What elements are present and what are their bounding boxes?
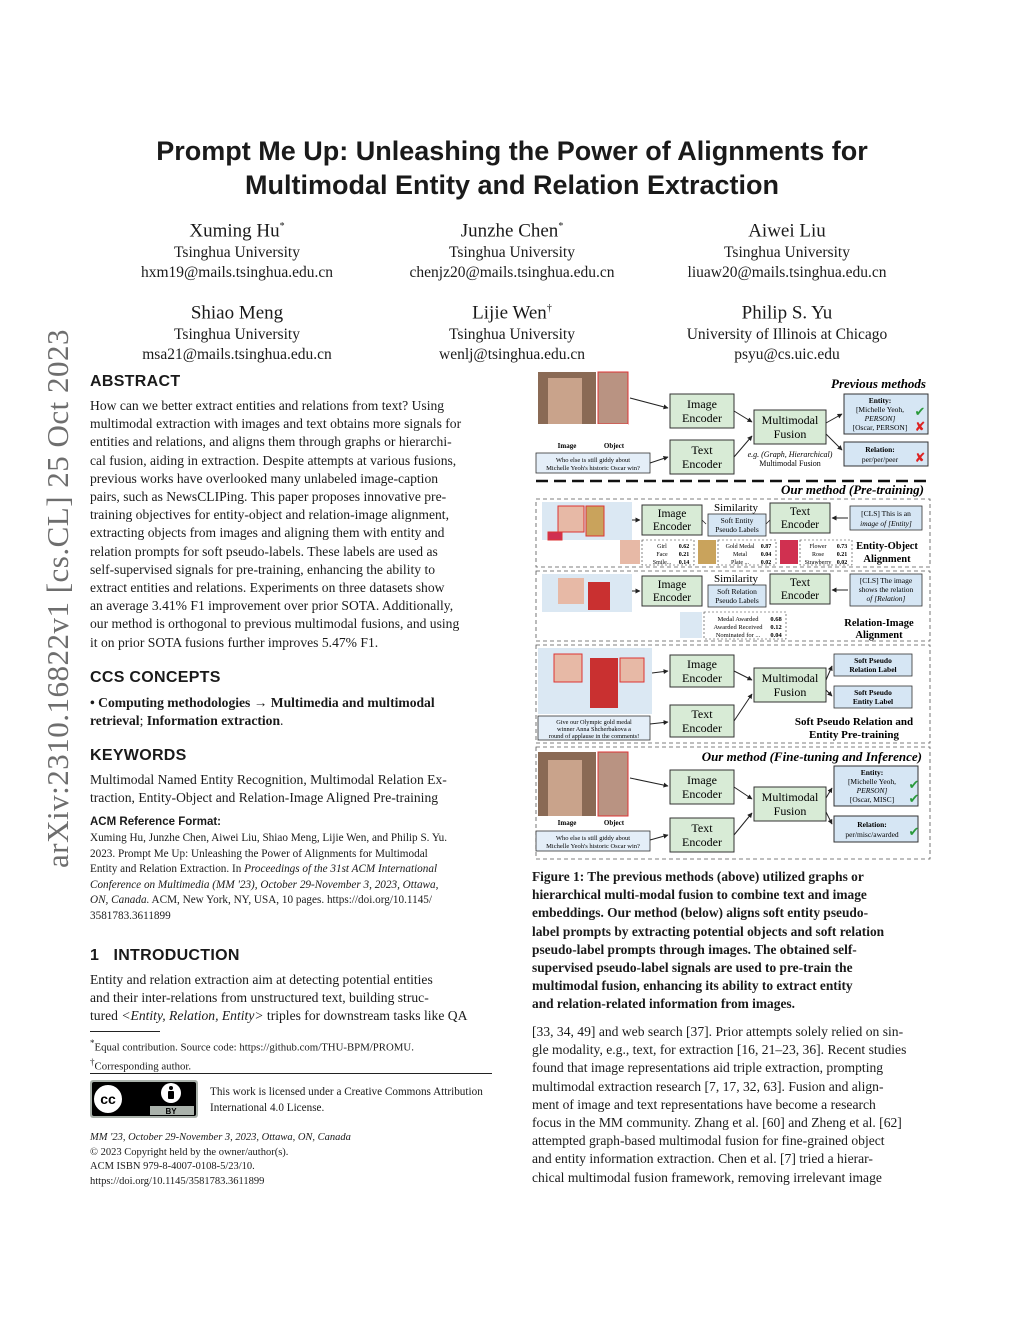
author-block xyxy=(97,297,377,365)
object-name: Strawberry xyxy=(804,560,832,566)
by-text: BY xyxy=(165,1107,177,1116)
license-divider xyxy=(90,1073,492,1074)
image-encoder-text: Encoder xyxy=(652,521,692,533)
pretraining-label: Our method (Pre-training) xyxy=(780,482,924,497)
footnote-equal: *Equal contribution. Source code: https://github.com/THU-BPM/PROMU. xyxy=(90,1038,414,1054)
photo-face xyxy=(554,654,582,682)
keywords-heading: KEYWORDS xyxy=(90,747,187,764)
author-block xyxy=(647,297,927,365)
license-line: International 4.0 License. xyxy=(210,1101,325,1114)
arrow xyxy=(826,414,842,423)
ccs-heading: CCS CONCEPTS xyxy=(90,669,221,686)
check-icon: ✔ xyxy=(908,791,920,806)
intro-triple: <Entity, Relation, Entity> xyxy=(121,1008,264,1024)
author-email: liuaw20@mails.tsinghua.edu.cn xyxy=(687,264,887,282)
body-line: multimodal extraction research [7, 17, 32, 63]. Fusion and align- xyxy=(532,1078,884,1094)
author-email: hxm19@mails.tsinghua.edu.cn xyxy=(140,264,334,282)
caption-line: Figure 1: The previous methods (above) utilized graphs or xyxy=(532,869,864,884)
author-affiliation: Tsinghua University xyxy=(449,326,575,344)
soft-entity-text: Pseudo Labels xyxy=(715,525,759,534)
abstract-line: relation prompts for soft pseudo-labels. These labels are used as xyxy=(90,543,438,559)
abstract-line: our method is orthogonal to previous multimodal fusions, and using xyxy=(90,616,460,632)
author-name: Lijie Wen xyxy=(472,302,547,324)
image-encoder-text: Image xyxy=(687,773,717,787)
arrow xyxy=(650,722,668,724)
cls-entity-text: [CLS] This is an xyxy=(861,509,911,518)
body-line: gle modality, e.g., text, for extraction [16, 21–23, 36]. Recent studies xyxy=(532,1042,907,1058)
text-encoder-text: Text xyxy=(691,707,713,721)
soft-pseudo-text: Soft Pseudo xyxy=(854,688,892,697)
acm-ref-line: Xuming Hu, Junzhe Chen, Aiwei Liu, Shiao Meng, Lijie Wen, and Philip S. Yu. xyxy=(90,832,448,844)
keywords-line-2: traction, Entity-Object and Relation-Image Aligned Pre-training xyxy=(90,790,439,806)
venue-line: MM '23, October 29-November 3, 2023, Ottawa, ON, Canada xyxy=(90,1132,351,1143)
entity-line: PERSON] xyxy=(856,786,888,795)
venue-info xyxy=(90,1131,494,1189)
ccs-end: . xyxy=(280,713,284,729)
ccs-line-2 xyxy=(90,712,492,730)
object-score: 0.21 xyxy=(678,552,690,558)
author-affiliation: Tsinghua University xyxy=(174,326,300,344)
author-name: Xuming Hu xyxy=(189,220,280,242)
caption-line: winner Anna Shcherbakova a xyxy=(557,726,631,733)
object-score: 0.02 xyxy=(760,560,772,566)
title-line-1: Prompt Me Up: Unleashing the Power of Alignments for xyxy=(156,136,868,166)
relation-score: 0.04 xyxy=(770,632,782,639)
soft-pseudo-text: Soft Pseudo xyxy=(854,656,892,665)
object-crop xyxy=(780,540,798,564)
object-name: Plate ... xyxy=(731,560,749,566)
object-crop xyxy=(698,540,716,564)
figure-caption xyxy=(532,868,936,1014)
acm-ref-line: 3581783.3611899 xyxy=(90,909,171,922)
cc-by-logo xyxy=(90,1080,198,1118)
ri-alignment-label: Alignment xyxy=(855,630,903,641)
photo-body xyxy=(588,582,610,610)
photo-face xyxy=(558,506,584,532)
object-score: 0.21 xyxy=(836,552,848,558)
intro-heading xyxy=(90,947,240,965)
right-body xyxy=(532,1023,936,1187)
check-icon: ✔ xyxy=(914,404,926,419)
connector xyxy=(702,520,706,524)
caption-line: Give our Olympic gold medal xyxy=(556,719,632,726)
caption-line: Who else is still giddy about xyxy=(555,835,631,842)
footnote-divider xyxy=(90,1031,160,1032)
relation-line: per/misc/awarded xyxy=(845,830,899,839)
object-score: 0.73 xyxy=(836,544,848,550)
person-head-icon xyxy=(169,1086,173,1090)
figure-diagram xyxy=(534,368,934,864)
footnote-corresponding-text: Corresponding author. xyxy=(94,1060,192,1073)
paper-title xyxy=(100,134,924,202)
author-mark: * xyxy=(558,221,564,232)
caption-line: pseudo-label prompts through images. The obtained self- xyxy=(532,941,857,957)
fusion-text: Multimodal xyxy=(761,790,819,804)
relation-title: Relation: xyxy=(857,820,887,829)
arrow xyxy=(650,457,668,463)
photo-figure xyxy=(548,760,582,816)
fusion-text: Fusion xyxy=(773,804,807,818)
venue-line: © 2023 Copyright held by the owner/author(s). xyxy=(90,1146,289,1158)
abstract-line: self-supervised signals for pre-training, enhancing the ability to xyxy=(90,561,436,577)
body-line: and entity information extraction. Chen et al. [7] tried a hierar- xyxy=(532,1151,873,1167)
cross-icon: ✘ xyxy=(914,419,926,434)
connector xyxy=(766,520,770,524)
arrow xyxy=(650,835,668,840)
acm-ref-line xyxy=(90,893,494,909)
cls-relation-text: [CLS] The image xyxy=(859,576,913,585)
arrow xyxy=(734,787,752,799)
relation-title: Relation: xyxy=(865,445,895,454)
relation-score: 0.68 xyxy=(770,616,782,623)
footnote-corresponding: †Corresponding author. xyxy=(90,1056,192,1073)
intro-text: triples for downstream tasks like QA xyxy=(263,1008,468,1024)
person-body-icon xyxy=(168,1091,174,1099)
object-label: Object xyxy=(603,442,625,450)
relation-name: Nominated for ... xyxy=(715,632,761,639)
check-icon: ✔ xyxy=(908,824,920,839)
author-email: wenlj@tsinghua.edu.cn xyxy=(439,346,585,364)
caption-line: embeddings. Our method (below) aligns soft entity pseudo- xyxy=(532,905,869,921)
text-encoder-text: Text xyxy=(691,821,713,835)
photo-medal xyxy=(586,506,604,536)
image-encoder-text: Encoder xyxy=(682,787,722,801)
image-encoder-text: Image xyxy=(687,397,717,411)
object-name: Rose xyxy=(812,552,824,558)
acm-ref-heading: ACM Reference Format: xyxy=(90,816,221,828)
entity-line: [Michelle Yeoh, xyxy=(855,405,905,414)
photo-object xyxy=(598,372,628,424)
object-label: Object xyxy=(603,819,625,827)
arrow xyxy=(826,788,832,798)
author-email: psyu@cs.uic.edu xyxy=(734,346,840,364)
image-encoder-text: Image xyxy=(657,508,687,520)
fusion-example: Multimodal Fusion xyxy=(759,459,821,468)
arrow xyxy=(734,411,752,422)
intro-body xyxy=(90,971,492,1026)
venue-line: https://doi.org/10.1145/3581783.3611899 xyxy=(90,1175,265,1187)
intro-line: Entity and relation extraction aim at detecting potential entities xyxy=(90,972,433,987)
previous-methods-label: Previous methods xyxy=(831,376,926,391)
keywords-body xyxy=(90,771,492,807)
section-title: INTRODUCTION xyxy=(113,947,240,964)
text-encoder-text: Encoder xyxy=(682,835,722,849)
soft-pseudo-text: Entity Label xyxy=(852,697,894,706)
abstract-heading: ABSTRACT xyxy=(90,373,181,390)
entity-line: PERSON] xyxy=(864,414,896,423)
fusion-text: Fusion xyxy=(773,427,807,441)
similarity-label: Similarity xyxy=(714,573,758,585)
photo-body xyxy=(590,658,618,708)
caption-line: multimodal fusion, enhancing its ability to extract entity xyxy=(532,978,853,994)
arrow xyxy=(630,778,668,786)
author-mark: * xyxy=(279,221,285,232)
ccs-retrieval: retrieval xyxy=(90,713,140,729)
image-encoder-text: Encoder xyxy=(682,671,722,685)
footnotes xyxy=(90,1036,494,1073)
text-encoder-text: Text xyxy=(691,443,713,457)
figure-1 xyxy=(534,368,934,864)
arrow xyxy=(826,434,842,450)
cc-by-badge[interactable] xyxy=(90,1080,198,1118)
caption-line: and relation-related information from images. xyxy=(532,996,795,1012)
soft-relation-text: Pseudo Labels xyxy=(715,596,759,605)
acm-ref-line: Conference on Multimedia (MM '23), October 29-November 3, 2023, Ottawa, xyxy=(90,878,439,891)
relation-name: Medal Awarded xyxy=(717,616,759,623)
object-score: 0.14 xyxy=(678,560,690,566)
object-name: Smile... xyxy=(652,560,672,566)
object-score: 0.04 xyxy=(760,552,772,558)
body-line: focus in the MM community. Zhang et al. [60] and Zheng et al. [62] xyxy=(532,1115,902,1131)
cls-relation-text: of [Relation] xyxy=(866,594,906,603)
relation-name: Awarded Received xyxy=(713,624,763,631)
cls-relation-text: shows the relation xyxy=(858,585,914,594)
ccs-body xyxy=(90,694,492,730)
photo-label-strip xyxy=(538,424,628,436)
body-line: ment of image and text representations have become a research xyxy=(532,1096,876,1112)
abstract-line: previous works have overlooked many unlabeled image-caption xyxy=(90,470,439,486)
image-label: Image xyxy=(557,819,577,827)
abstract-line: multimodal extraction with images and text obtains more signals for xyxy=(90,416,462,432)
caption-line: Who else is still giddy about xyxy=(555,457,631,464)
body-line: found that image representations aid triple extraction, prompting xyxy=(532,1060,884,1076)
object-name: Metal xyxy=(733,552,747,558)
acm-ref-line xyxy=(90,862,494,878)
arrow xyxy=(826,812,832,824)
section-number: 1 xyxy=(90,947,100,964)
author-name: Aiwei Liu xyxy=(748,220,826,242)
image-encoder-text: Encoder xyxy=(652,592,692,604)
arrow xyxy=(734,813,752,835)
author-block xyxy=(647,215,927,283)
arrow xyxy=(652,671,668,673)
abstract-line: entities and relations, and aligns them through graphs or hierarchi- xyxy=(90,434,452,450)
photo-image xyxy=(542,574,632,612)
cross-icon: ✘ xyxy=(914,450,926,465)
relation-line: per/per/peer xyxy=(861,455,899,464)
entity-title: Entity: xyxy=(860,768,884,777)
acm-ref-text: Entity and Relation Extraction. In xyxy=(90,863,245,875)
acm-ref-location: ON, Canada. xyxy=(90,894,150,906)
object-score: 0.62 xyxy=(678,544,690,550)
photo-face xyxy=(620,658,644,682)
soft-pseudo-text: Relation Label xyxy=(849,665,897,674)
author-block xyxy=(97,215,377,283)
license-text xyxy=(210,1085,500,1116)
title-line-2: Multimodal Entity and Relation Extraction xyxy=(244,170,780,200)
author-name: Philip S. Yu xyxy=(741,302,833,324)
arrow xyxy=(734,671,752,680)
acm-ref-proceedings: Proceedings of the 31st ACM International xyxy=(244,863,438,875)
license-line: This work is licensed under a Creative Commons Attribution xyxy=(210,1086,483,1098)
acm-ref-publisher: ACM, New York, NY, USA, 10 pages. https://doi.org/10.1145/ xyxy=(149,894,432,906)
fusion-text: Multimodal xyxy=(761,413,819,427)
author-email: msa21@mails.tsinghua.edu.cn xyxy=(142,346,332,364)
image-label: Image xyxy=(557,442,577,450)
image-encoder-text: Encoder xyxy=(682,411,722,425)
panel-finetuning xyxy=(536,747,930,859)
abstract-line: an average 3.41% F1 improvement over prior SOTA. Additionally, xyxy=(90,598,454,614)
cls-entity-text: image of [Entity] xyxy=(860,519,912,528)
arrow xyxy=(734,694,752,721)
author-name: Junzhe Chen xyxy=(460,220,559,242)
abstract-line: pairs, such as NewsCLIPing. This paper proposes innovative pre- xyxy=(90,489,447,505)
keywords-line-1: Multimodal Named Entity Recognition, Multimodal Relation Ex- xyxy=(90,772,447,787)
fusion-text: Multimodal xyxy=(761,671,819,685)
finetuning-label: Our method (Fine-tuning and Inference) xyxy=(701,749,922,764)
ccs-sep: ; xyxy=(139,713,147,729)
photo-object xyxy=(598,752,628,816)
abstract-line: extract entities and relations. Experiments on three datasets show xyxy=(90,580,445,596)
object-name: Gold Medal xyxy=(725,544,755,550)
author-block xyxy=(372,297,652,365)
intro-line xyxy=(90,1007,492,1025)
caption-line: round of applause in the comments! xyxy=(548,733,640,740)
caption-line: Michelle Yeoh's historic Oscar win? xyxy=(546,465,640,472)
abstract-body xyxy=(90,397,492,652)
object-crop xyxy=(620,540,640,564)
entity-line: [Oscar, PERSON] xyxy=(852,423,908,432)
panel-previous-methods xyxy=(536,372,928,474)
author-affiliation: University of Illinois at Chicago xyxy=(686,326,888,344)
relation-crop xyxy=(680,612,702,638)
caption-line: supervised pseudo-label signals are used to pre-train the xyxy=(532,960,853,976)
panel-pseudo-pretraining xyxy=(536,645,930,743)
photo-face xyxy=(558,578,584,604)
intro-line: and their inter-relations from unstructured text, building struc- xyxy=(90,990,429,1006)
body-line: [33, 34, 49] and web search [37]. Prior attempts solely relied on sin- xyxy=(532,1024,904,1039)
abstract-line: cal fusion, aiding in extraction. Despite attempts at various fusions, xyxy=(90,452,457,468)
panel-relation-image xyxy=(536,571,930,641)
caption-line: Michelle Yeoh's historic Oscar win? xyxy=(546,843,640,850)
intro-text: tured xyxy=(90,1008,122,1024)
panel-entity-object xyxy=(536,499,930,567)
abstract-line: training objectives for entity-object and relation-image alignment, xyxy=(90,507,449,523)
check-icon: ✔ xyxy=(908,777,920,792)
body-line: attempted graph-based multimodal fusion for fine-grained object xyxy=(532,1133,885,1149)
text-encoder-text: Encoder xyxy=(780,590,820,602)
caption-line: label prompts by extracting potential objects and soft relation xyxy=(532,923,885,939)
author-affiliation: Tsinghua University xyxy=(724,244,850,262)
arrow xyxy=(826,690,832,696)
ccs-extraction: Information extraction xyxy=(146,713,281,729)
fusion-example: e.g. (Graph, Hierarchical) xyxy=(747,450,833,459)
entity-title: Entity: xyxy=(868,396,892,405)
footnote-equal-text: Equal contribution. Source code: https://github.com/THU-BPM/PROMU. xyxy=(94,1041,414,1054)
photo-figure xyxy=(548,378,582,424)
abstract-line: How can we better extract entities and relations from text? Using xyxy=(90,398,445,413)
relation-score: 0.12 xyxy=(770,624,782,631)
soft-entity-text: Soft Entity xyxy=(720,516,754,525)
eo-alignment-label: Alignment xyxy=(863,554,911,565)
photo-flower xyxy=(548,532,562,540)
object-score: 0.87 xyxy=(760,544,772,550)
acm-ref-body xyxy=(90,831,494,924)
ri-alignment-label: Relation-Image xyxy=(844,618,914,629)
arxiv-sidebar: arXiv:2310.16822v1 [cs.CL] 25 Oct 2023 xyxy=(40,328,75,868)
image-encoder-text: Image xyxy=(687,657,717,671)
author-mark: † xyxy=(546,303,552,314)
author-email: chenjz20@mails.tsinghua.edu.cn xyxy=(409,264,615,282)
pretraining-caption: Entity Pre-training xyxy=(809,729,899,741)
fusion-text: Fusion xyxy=(773,685,807,699)
cc-text: cc xyxy=(100,1091,116,1107)
arrow xyxy=(826,666,832,680)
ccs-line-1: • Computing methodologies → Multimedia and multimodal xyxy=(90,695,435,710)
abstract-line: it on prior SOTA fusions further improves 5.47% F1. xyxy=(90,634,379,650)
object-name: Face xyxy=(656,552,668,558)
object-name: Flower xyxy=(809,544,827,550)
author-affiliation: Tsinghua University xyxy=(174,244,300,262)
similarity-label: Similarity xyxy=(714,502,758,514)
author-block xyxy=(372,215,652,283)
pretraining-caption: Soft Pseudo Relation and xyxy=(794,716,914,728)
text-encoder-text: Encoder xyxy=(682,721,722,735)
text-encoder-text: Text xyxy=(789,577,811,589)
author-name: Shiao Meng xyxy=(190,302,284,324)
eo-alignment-label: Entity-Object xyxy=(856,541,918,552)
soft-relation-text: Soft Relation xyxy=(717,587,757,596)
text-encoder-text: Text xyxy=(789,506,811,518)
acm-ref-line: 2023. Prompt Me Up: Unleashing the Power of Alignments for Multimodal xyxy=(90,847,428,860)
text-encoder-text: Encoder xyxy=(682,457,722,471)
venue-line: ACM ISBN 979-8-4007-0108-5/23/10. xyxy=(90,1161,255,1172)
abstract-line: extracting objects from images and aligning them with entity and xyxy=(90,525,445,541)
image-encoder-text: Image xyxy=(657,579,687,591)
entity-line: [Michelle Yeoh, xyxy=(847,777,897,786)
arrow xyxy=(630,398,668,408)
text-encoder-text: Encoder xyxy=(780,519,820,531)
entity-line: [Oscar, MISC] xyxy=(849,795,895,804)
body-line: chical multimodal fusion framework, removing irrelevant image xyxy=(532,1169,882,1185)
object-score: 0.02 xyxy=(836,560,848,566)
author-affiliation: Tsinghua University xyxy=(449,244,575,262)
caption-line: hierarchical multi-modal fusion to combine text and image xyxy=(532,887,867,903)
object-name: Girl xyxy=(657,544,667,550)
